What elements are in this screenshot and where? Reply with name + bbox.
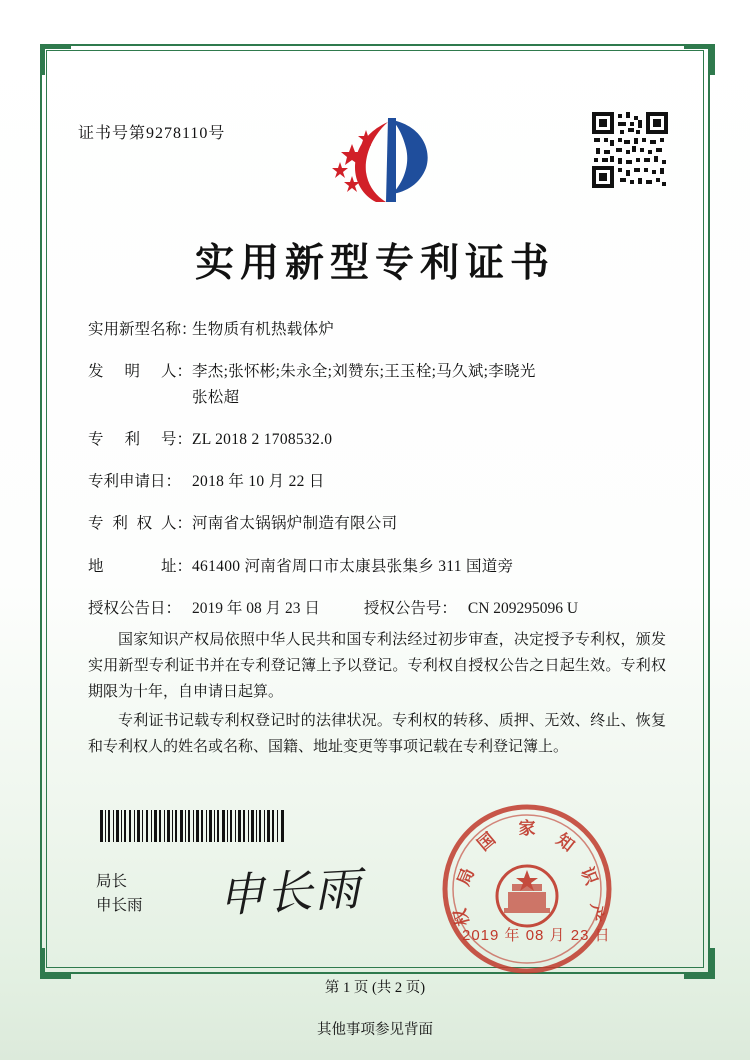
svg-text:国: 国: [473, 829, 500, 856]
director-name: 申长雨: [96, 897, 143, 915]
field-utility-model-name: [88, 318, 668, 341]
page-title: 实用新型专利证书: [194, 240, 555, 286]
paragraph: 国家知识产权局依照中华人民共和国专利法经过初步审查，决定授予专利权，颁发实用新型专利证书并在专利登记簿上予以登记。专利权自授权公告之日起生效。专利权期限为十年，自申请日起算。: [88, 632, 666, 700]
field-label-char: 发: [88, 363, 104, 381]
director-block: [96, 870, 143, 918]
cnipa-logo-icon: [318, 110, 438, 210]
svg-text:知: 知: [552, 829, 578, 857]
field-label-char: 人：: [160, 363, 192, 381]
field-value: 河南省太锅锅炉制造有限公司: [192, 515, 398, 533]
field-value: 2019 年 08 月 23 日: [192, 599, 320, 617]
field-label-char: 专: [88, 430, 104, 448]
field-label-char: 地: [88, 557, 104, 575]
field-label: [88, 555, 192, 578]
field-label-char: 明: [124, 363, 140, 381]
field-label: 实用新型名称：: [88, 321, 197, 338]
field-label-char: 权: [136, 515, 153, 533]
field-value: 生物质有机热载体炉: [192, 321, 335, 338]
legal-text: [88, 628, 666, 765]
certificate-number: 证书号第9278110号: [78, 125, 226, 142]
svg-text:权: 权: [450, 906, 474, 928]
field-patentee: [88, 512, 668, 535]
field-label-char: 号：: [160, 430, 192, 448]
director-title: 局长: [96, 873, 128, 890]
field-label-char: 址：: [160, 557, 192, 575]
field-label-char: 人：: [160, 515, 192, 533]
corner-ornament-top-right: [684, 44, 715, 75]
field-label-char: 利: [124, 430, 140, 448]
field-value: ZL 2018 2 1708532.0: [192, 430, 333, 448]
svg-text:家: 家: [518, 819, 536, 839]
field-value-line2: 张松超: [192, 388, 240, 406]
qr-code: [592, 112, 668, 188]
field-value: 461400 河南省周口市太康县张集乡 311 国道旁: [192, 557, 514, 575]
field-label: [88, 428, 192, 451]
corner-ornament-bottom-right: [684, 948, 715, 979]
corner-ornament-top-left: [40, 44, 71, 75]
page-number: 第 1 页 (共 2 页): [324, 980, 426, 996]
svg-text:产: 产: [583, 902, 607, 923]
field-address: [88, 555, 668, 578]
handwritten-signature: 申长雨: [216, 861, 364, 923]
grant-number-group: [364, 597, 578, 620]
field-value: CN 209295096 U: [467, 599, 579, 617]
field-label-char: 利: [112, 515, 128, 533]
field-value: 2018 年 10 月 22 日: [192, 473, 325, 490]
field-grant-announcement: [88, 597, 668, 620]
seal-date: 2019 年 08 月 23 日: [462, 927, 611, 944]
field-patent-number: [88, 428, 668, 451]
field-label: [88, 360, 192, 383]
paragraph: 专利证书记载专利权登记时的法律状况。专利权的转移、质押、无效、终止、恢复和专利权人的姓名或名称、国籍、地址变更等事项记载在专利登记簿上。: [88, 713, 666, 756]
certificate-fields: [88, 318, 668, 639]
field-inventors: [88, 360, 668, 409]
corner-ornament-bottom-left: [40, 948, 71, 979]
field-label: [88, 512, 192, 535]
barcode: [100, 810, 286, 842]
official-seal: [438, 800, 616, 978]
footer-note: 其他事项参见背面: [317, 1022, 433, 1038]
field-value: 李杰;张怀彬;朱永全;刘赞东;王玉栓;马久斌;李晓光: [192, 363, 536, 381]
svg-text:局: 局: [453, 865, 479, 889]
svg-text:识: 识: [576, 864, 602, 888]
field-value-wrapper: [192, 360, 668, 409]
field-label: 授权公告日：: [88, 599, 182, 617]
field-label: 授权公告号：: [363, 599, 457, 617]
field-application-date: [88, 470, 668, 493]
field-label-char: 专: [88, 515, 104, 533]
field-label: 专利申请日：: [88, 473, 182, 490]
